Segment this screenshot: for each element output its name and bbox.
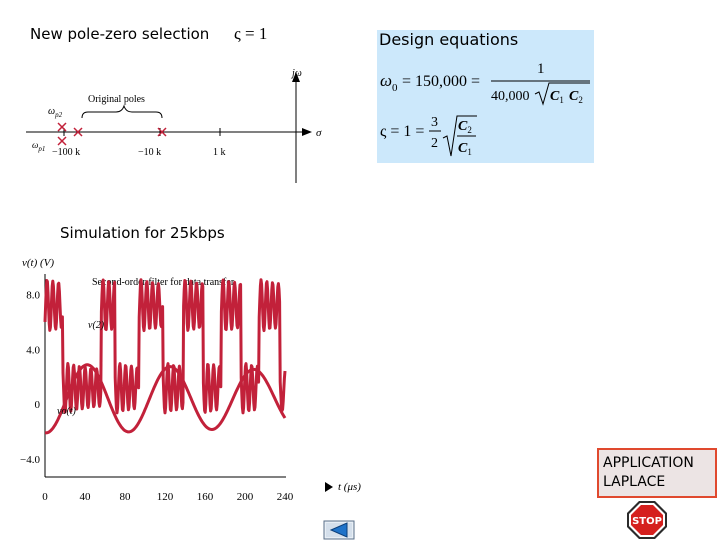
original-poles-bracket <box>82 106 162 118</box>
zeta-numerator: 3 <box>431 115 438 130</box>
zeta-equation: ς = 1 <box>234 24 268 43</box>
x-tick-label: 40 <box>79 491 91 503</box>
design-equations-title: Design equations <box>379 30 519 49</box>
stop-label: STOP <box>632 516 662 527</box>
omega-symbol: $\omega_0$ <box>380 71 398 94</box>
stop-button[interactable] <box>626 500 668 540</box>
simulation-title: Simulation for 25kbps <box>60 224 225 242</box>
chart-title: Second-order filter for data transfer <box>92 277 235 288</box>
omega-denominator-coef: 40,000 <box>491 89 530 104</box>
chart-x-ticks <box>42 491 294 503</box>
zeta-denominator: 2 <box>431 136 438 151</box>
omega-c2: $C_2$ <box>569 89 583 105</box>
application-laplace-label <box>597 448 717 498</box>
original-poles-label: Original poles <box>88 94 145 105</box>
x-tick-label: 120 <box>156 491 174 503</box>
zeta-c2: $C_2$ <box>458 119 472 135</box>
laplace-line: LAPLACE <box>603 474 666 490</box>
y-tick-label: 0 <box>34 399 40 412</box>
y-tick-label: 8.0 <box>26 289 40 302</box>
chart-ylabel: v(t) (V) <box>22 257 55 269</box>
wp2-label: $\omega_{p2}$ <box>48 106 63 119</box>
x-tick-label: 80 <box>119 491 131 503</box>
omega-c1: $C_1$ <box>550 89 564 105</box>
zeta-c1: $C_1$ <box>458 141 472 157</box>
pole-markers <box>58 123 166 145</box>
pole-marker-wp1 <box>58 137 66 145</box>
back-arrow-icon <box>323 520 355 540</box>
chart-xlabel: t (μs) <box>338 481 361 493</box>
y-tick-label: 4.0 <box>26 344 40 357</box>
pole-zero-plot <box>20 60 320 185</box>
real-axis-arrow <box>302 128 312 136</box>
pole-zero-title: New pole-zero selection <box>30 25 210 43</box>
application-line: APPLICATION <box>603 455 694 471</box>
x-tick-label: 240 <box>276 491 294 503</box>
pole-marker-wp2 <box>58 123 66 131</box>
back-button[interactable] <box>323 520 355 540</box>
series-v2-line <box>45 280 285 413</box>
y-tick-label: −4.0 <box>20 454 40 466</box>
wp1-label: $\omega_{p1}$ <box>32 140 46 153</box>
omega-numerator: 1 <box>537 61 545 77</box>
tick-label-100k: −100 k <box>52 147 81 158</box>
x-tick-label: 0 <box>42 491 48 503</box>
imag-axis-label: jω <box>292 68 302 79</box>
tick-label-1k: 1 k <box>213 147 226 158</box>
omega-value: = 150,000 = <box>402 73 481 90</box>
stop-sign-icon <box>626 500 668 540</box>
series-vo-label: vo(t) <box>57 406 76 417</box>
zeta-lhs: ς = 1 = <box>380 123 425 140</box>
x-tick-label: 160 <box>196 491 214 503</box>
tick-label-10k: −10 k <box>138 147 162 158</box>
real-axis-label: σ <box>316 127 322 139</box>
simulation-chart <box>10 252 370 504</box>
chart-y-ticks <box>20 290 40 466</box>
design-equations-panel <box>377 30 594 163</box>
chart-x-arrow <box>325 482 333 492</box>
design-equations-formulas <box>377 52 594 163</box>
x-tick-label: 200 <box>236 491 254 503</box>
series-v2-label: v(2) <box>88 320 105 331</box>
